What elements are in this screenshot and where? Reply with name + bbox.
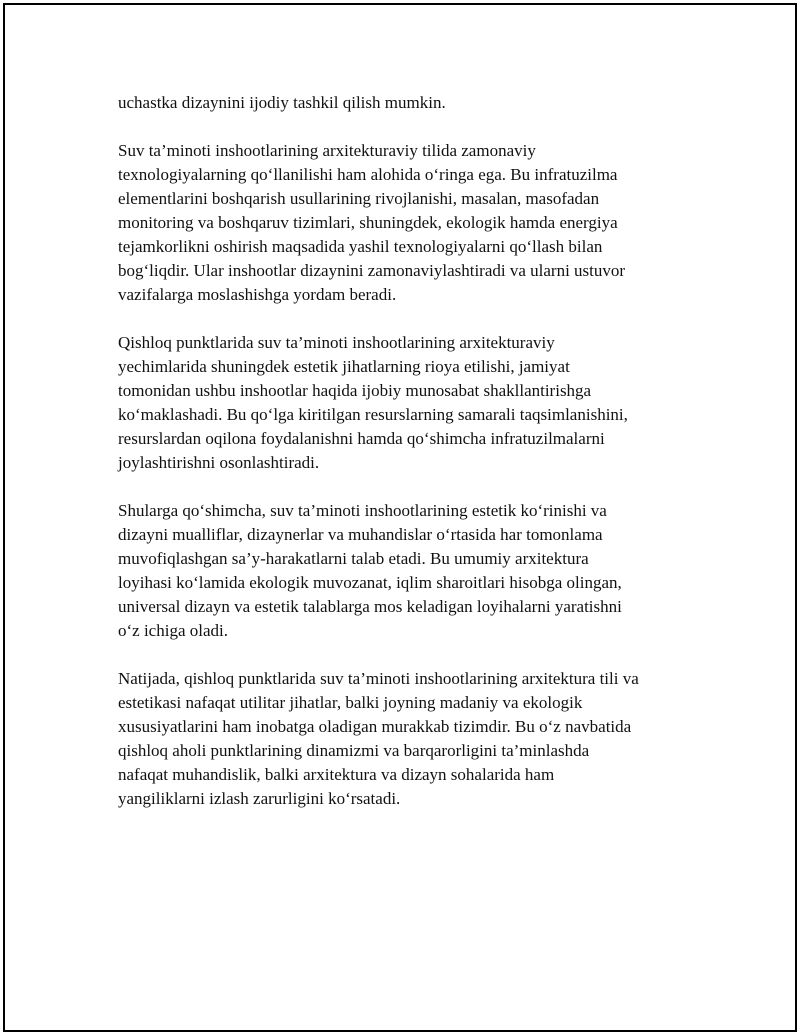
text-line: loyihasi ko‘lamida ekologik muvozanat, iqlim sharoitlari hisobga olingan, xyxy=(118,573,622,592)
text-line: Suv ta’minoti inshootlarining arxitekturaviy tilida zamonaviy xyxy=(118,141,536,160)
text-line: tejamkorlikni oshirish maqsadida yashil texnologiyalarni qo‘llash bilan xyxy=(118,237,603,256)
document-body xyxy=(118,91,698,835)
text-line: muvofiqlashgan sa’y-harakatlarni talab etadi. Bu umumiy arxitektura xyxy=(118,549,589,568)
text-line: resurslardan oqilona foydalanishni hamda qo‘shimcha infratuzilmalarni xyxy=(118,429,605,448)
text-line: universal dizayn va estetik talablarga mos keladigan loyihalarni yaratishni xyxy=(118,597,622,616)
text-line: monitoring va boshqaruv tizimlari, shuningdek, ekologik hamda energiya xyxy=(118,213,618,232)
text-line: estetikasi nafaqat utilitar jihatlar, balki joyning madaniy va ekologik xyxy=(118,693,583,712)
text-line: yechimlarida shuningdek estetik jihatlarning rioya etilishi, jamiyat xyxy=(118,357,570,376)
text-line: vazifalarga moslashishga yordam beradi. xyxy=(118,285,397,304)
paragraph-2 xyxy=(118,139,698,307)
text-line: Natijada, qishloq punktlarida suv ta’minoti inshootlarining arxitektura tili va xyxy=(118,669,639,688)
paragraph-5 xyxy=(118,667,698,811)
paragraph-4 xyxy=(118,499,698,643)
text-line: joylashtirishni osonlashtiradi. xyxy=(118,453,320,472)
text-line: nafaqat muhandislik, balki arxitektura va dizayn sohalarida ham xyxy=(118,765,555,784)
text-line: Qishloq punktlarida suv ta’minoti inshootlarining arxitekturaviy xyxy=(118,333,555,352)
text-line: tomonidan ushbu inshootlar haqida ijobiy munosabat shakllantirishga xyxy=(118,381,592,400)
text-line: xususiyatlarini ham inobatga oladigan murakkab tizimdir. Bu o‘z navbatida xyxy=(118,717,632,736)
text-line: qishloq aholi punktlarining dinamizmi va barqarorligini ta’minlashda xyxy=(118,741,590,760)
text-line: o‘z ichiga oladi. xyxy=(118,621,228,640)
text-line: Shularga qo‘shimcha, suv ta’minoti inshootlarining estetik ko‘rinishi va xyxy=(118,501,607,520)
text-line: ko‘maklashadi. Bu qo‘lga kiritilgan resurslarning samarali taqsimlanishini, xyxy=(118,405,628,424)
paragraph-1 xyxy=(118,91,698,115)
text-line: bog‘liqdir. Ular inshootlar dizaynini zamonaviylashtiradi va ularni ustuvor xyxy=(118,261,626,280)
text-line: dizayni mualliflar, dizaynerlar va muhandislar o‘rtasida har tomonlama xyxy=(118,525,603,544)
text-line: uchastka dizaynini ijodiy tashkil qilish mumkin. xyxy=(118,93,446,112)
text-line: texnologiyalarning qo‘llanilishi ham alohida o‘ringa ega. Bu infratuzilma xyxy=(118,165,618,184)
paragraph-3 xyxy=(118,331,698,475)
text-line: yangiliklarni izlash zarurligini ko‘rsatadi. xyxy=(118,789,401,808)
text-line: elementlarini boshqarish usullarining rivojlanishi, masalan, masofadan xyxy=(118,189,600,208)
